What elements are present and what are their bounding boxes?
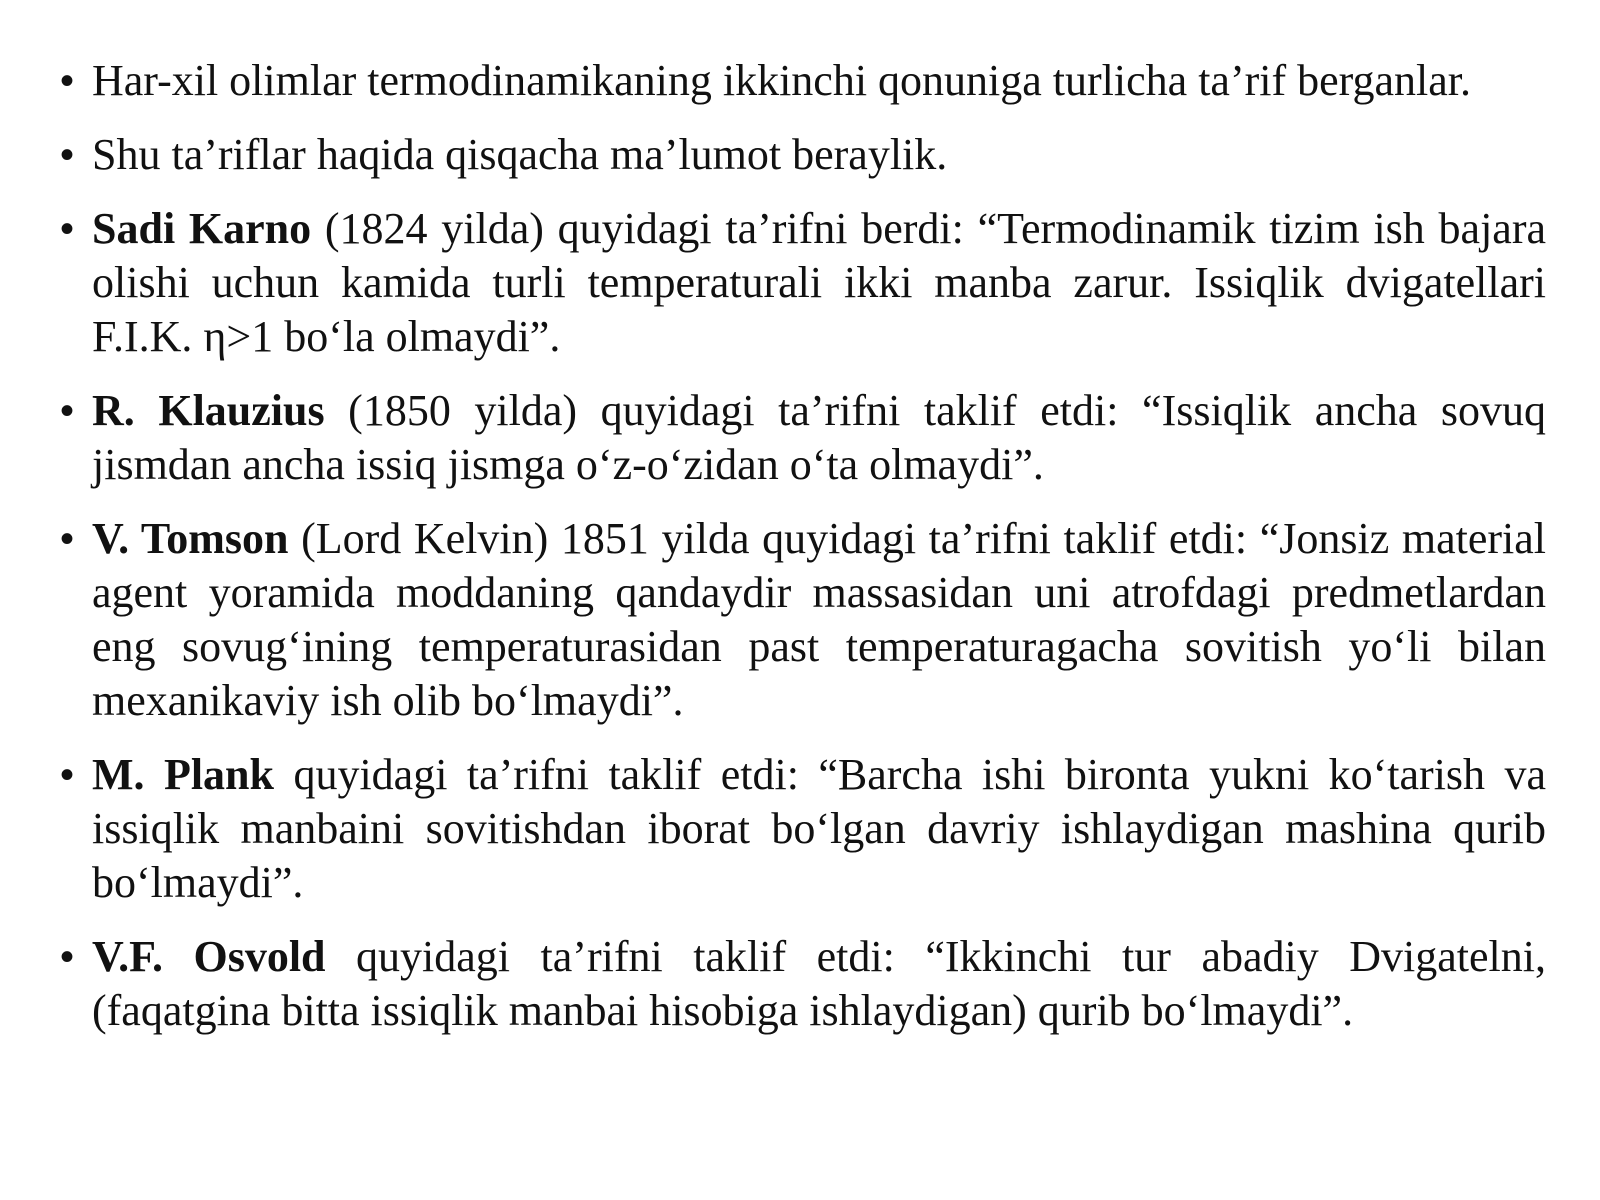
bullet-text: Har-xil olimlar termodinamikaning ikkinchi qonuniga turlicha ta’rif berganlar. xyxy=(92,56,1472,105)
bullet-dot-icon: • xyxy=(60,935,75,979)
bullet-text: (Lord Kelvin) 1851 yilda quyidagi ta’rifni taklif etdi: “Jonsiz material agent yoramida moddaning qandaydir massasidan uni atrofdagi predmetlardan eng sovug‘ining temperaturasidan past temperaturagacha sovitish yo‘li bilan mexanikaviy ish olib bo‘lmaydi”. xyxy=(92,514,1546,725)
bullet-item-karno xyxy=(60,202,1546,364)
bullet-item-klauzius xyxy=(60,384,1546,492)
bullet-text: quyidagi ta’rifni taklif etdi: “Ikkinchi tur abadiy Dvigatelni, (faqatgina bitta issiqlik manbai hisobiga ishlaydigan) qurib bo‘lmaydi”. xyxy=(92,932,1547,1035)
bullet-item-1 xyxy=(60,128,1546,182)
scientist-name: R. Klauzius xyxy=(92,386,325,435)
bullet-list xyxy=(60,54,1546,1038)
scientist-name: M. Plank xyxy=(92,750,275,799)
bullet-dot-icon: • xyxy=(60,389,75,433)
bullet-dot-icon: • xyxy=(60,753,75,797)
scientist-name: V.F. Osvold xyxy=(92,932,326,981)
bullet-text: (1824 yilda) quyidagi ta’rifni berdi: “Termodinamik tizim ish bajara olishi uchun kamida turli temperaturali ikki manba zarur. Issiqlik dvigatellari F.I.K. η>1 bo‘la olmaydi”. xyxy=(92,204,1547,361)
bullet-text: Shu ta’riflar haqida qisqacha ma’lumot beraylik. xyxy=(92,130,948,179)
bullet-dot-icon: • xyxy=(60,133,75,177)
scientist-name: V. Tomson xyxy=(92,514,289,563)
bullet-dot-icon: • xyxy=(60,207,75,251)
bullet-dot-icon: • xyxy=(60,517,75,561)
bullet-item-osvold xyxy=(60,930,1546,1038)
scientist-name: Sadi Karno xyxy=(92,204,312,253)
bullet-text: quyidagi ta’rifni taklif etdi: “Barcha ishi bironta yukni ko‘tarish va issiqlik manbaini sovitishdan iborat bo‘lgan davriy ishlaydigan mashina qurib bo‘lmaydi”. xyxy=(92,750,1546,907)
bullet-item-plank xyxy=(60,748,1546,910)
bullet-text: (1850 yilda) quyidagi ta’rifni taklif etdi: “Issiqlik ancha sovuq jismdan ancha issiq jismga o‘z-o‘zidan o‘ta olmaydi”. xyxy=(92,386,1546,489)
bullet-item-0 xyxy=(60,54,1546,108)
bullet-dot-icon: • xyxy=(60,59,75,103)
bullet-item-tomson xyxy=(60,512,1546,728)
